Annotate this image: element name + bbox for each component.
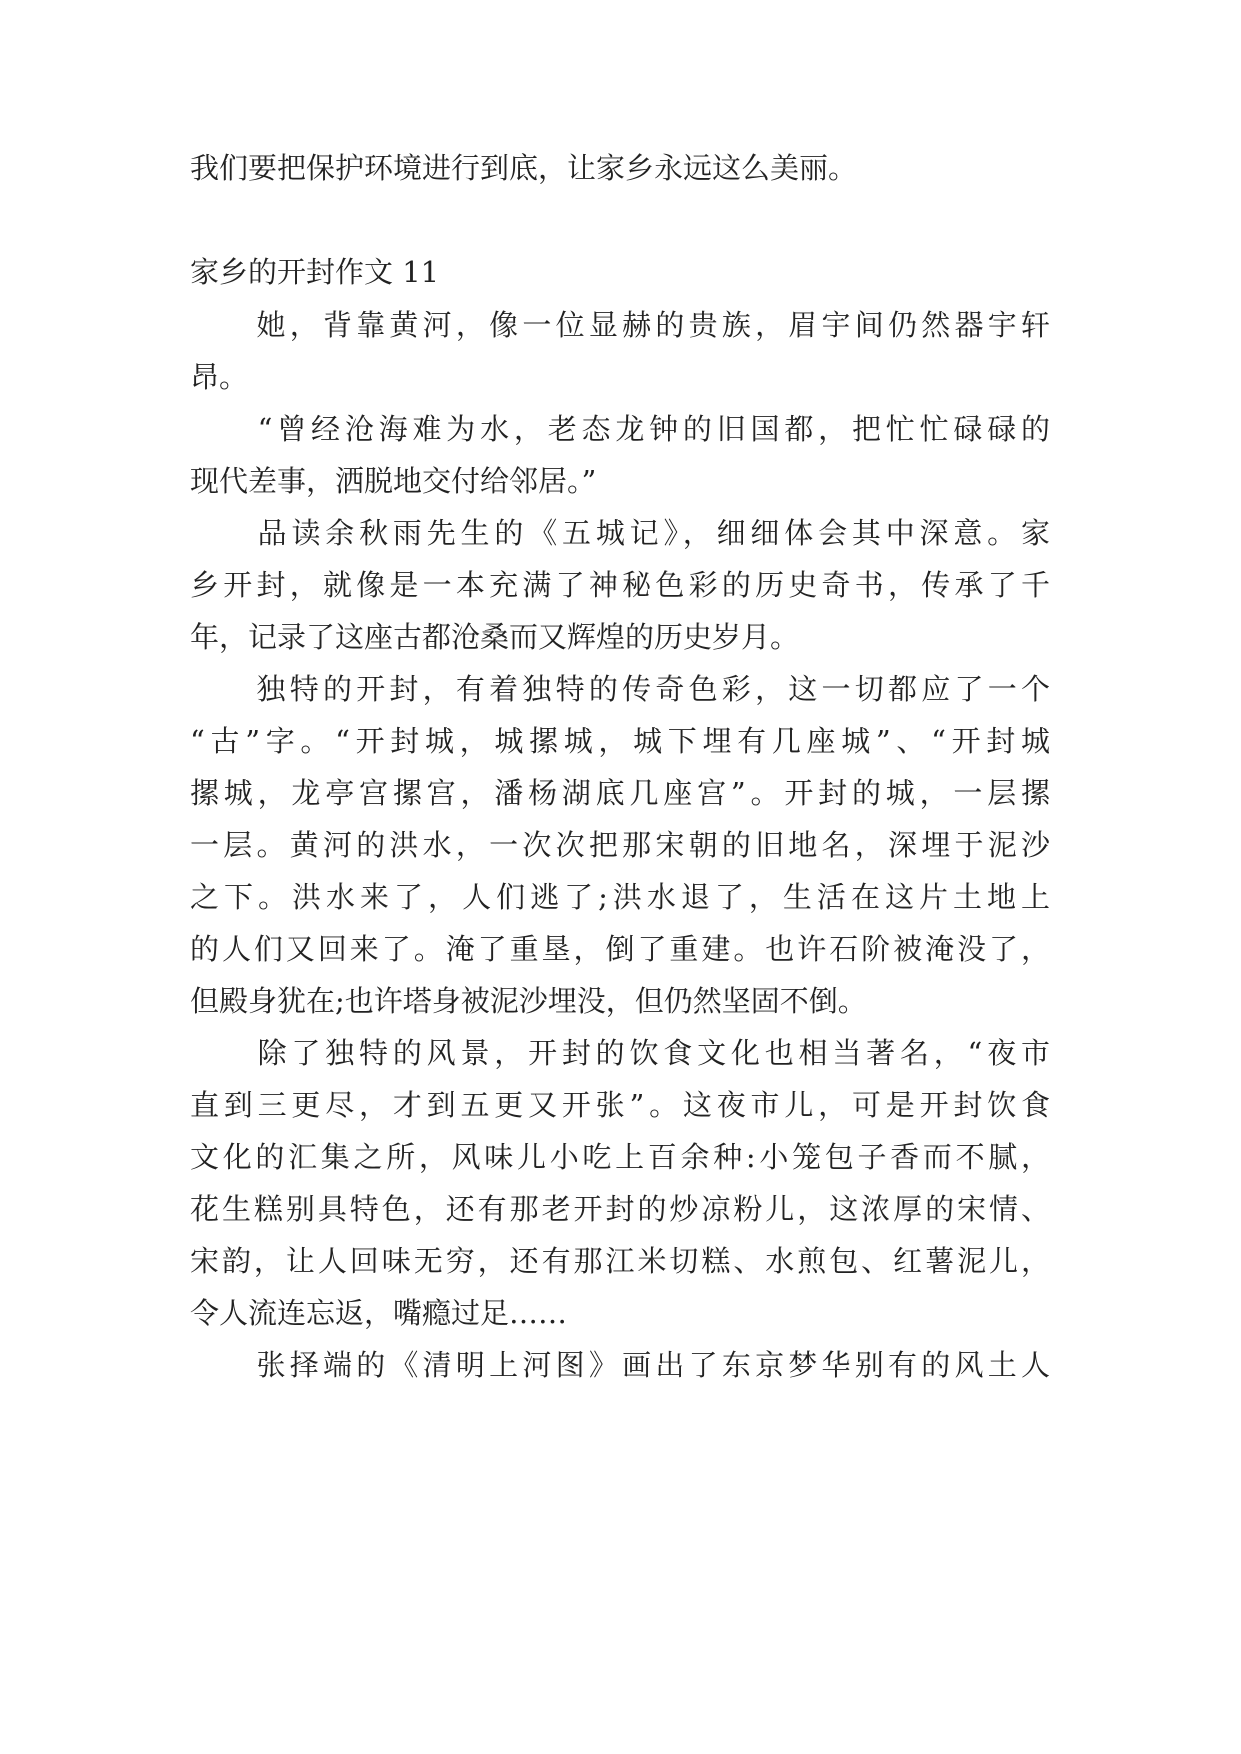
closing-line: 我们要把保护环境进行到底，让家乡永远这么美丽。 [190, 151, 858, 185]
paragraph-line: 昂。 [190, 360, 249, 394]
paragraph-line: 她，背靠黄河，像一位显赫的贵族，眉宇间仍然器宇轩 [190, 308, 1050, 342]
paragraph-line: 直到三更尽，才到五更又开张”。这夜市儿，可是开封饮食 [190, 1088, 1050, 1122]
paragraph-line: 的人们又回来了。淹了重垦，倒了重建。也许石阶被淹没了， [190, 932, 1050, 966]
paragraph-line: 令人流连忘返，嘴瘾过足…… [190, 1296, 568, 1330]
paragraph-line: 现代差事，洒脱地交付给邻居。” [190, 464, 597, 498]
paragraph-line: “曾经沧海难为水，老态龙钟的旧国都，把忙忙碌碌的 [190, 412, 1050, 446]
paragraph-line: 但殿身犹在;也许塔身被泥沙埋没，但仍然坚固不倒。 [190, 984, 867, 1018]
paragraph-line: “古”字。“开封城，城摞城，城下埋有几座城”、“开封城 [190, 724, 1050, 758]
paragraph-line: 摞城，龙亭宫摞宫，潘杨湖底几座宫”。开封的城，一层摞 [190, 776, 1050, 810]
paragraph-line: 除了独特的风景，开封的饮食文化也相当著名，“夜市 [190, 1036, 1050, 1070]
paragraph-line: 张择端的《清明上河图》画出了东京梦华别有的风土人 [190, 1348, 1050, 1382]
paragraph-line: 花生糕别具特色，还有那老开封的炒凉粉儿，这浓厚的宋情、 [190, 1192, 1050, 1226]
paragraph-line: 宋韵，让人回味无穷，还有那江米切糕、水煎包、红薯泥儿， [190, 1244, 1050, 1278]
paragraph-line: 文化的汇集之所，风味儿小吃上百余种:小笼包子香而不腻， [190, 1140, 1050, 1174]
paragraph-line: 一层。黄河的洪水，一次次把那宋朝的旧地名，深埋于泥沙 [190, 828, 1050, 862]
paragraph-line: 年，记录了这座古都沧桑而又辉煌的历史岁月。 [190, 620, 800, 654]
section-title: 家乡的开封作文 11 [190, 255, 440, 289]
paragraph-line: 乡开封，就像是一本充满了神秘色彩的历史奇书，传承了千 [190, 568, 1050, 602]
paragraph-line: 之下。洪水来了，人们逃了;洪水退了，生活在这片土地上 [190, 880, 1050, 914]
paragraph-line: 品读余秋雨先生的《五城记》，细细体会其中深意。家 [190, 516, 1050, 550]
paragraph-line: 独特的开封，有着独特的传奇色彩，这一切都应了一个 [190, 672, 1050, 706]
